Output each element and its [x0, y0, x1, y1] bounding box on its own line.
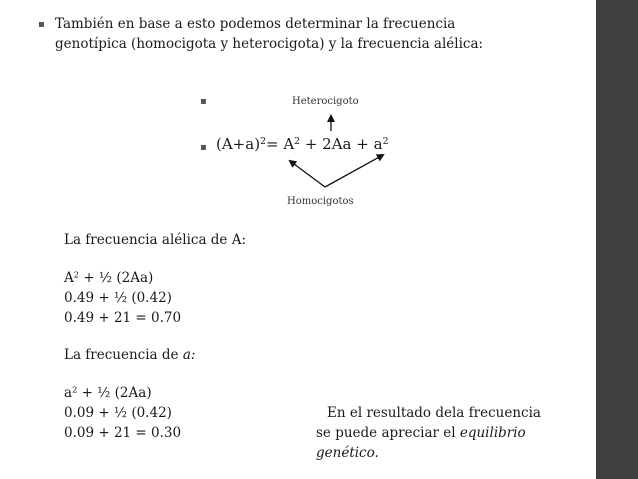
heterocigoto-label: Heterocigoto	[292, 96, 359, 107]
conclusion-line-3	[316, 443, 379, 463]
equation-A-exponent: 2	[294, 135, 301, 147]
bullet-marker: ▪	[38, 19, 45, 30]
freq-A-formula-exponent: 2	[73, 269, 80, 280]
arrow-to-a-squared	[325, 155, 383, 187]
equation-a-exponent: 2	[382, 135, 389, 147]
sidebar-strip	[596, 0, 638, 479]
equation	[216, 135, 388, 153]
equation-lhs: (A+a)	[216, 135, 261, 153]
intro-paragraph	[55, 14, 525, 54]
intro-line-1: También en base a esto podemos determinar la frecuencia	[55, 16, 456, 32]
freq-a-formula-base: a	[64, 385, 73, 401]
equation-lhs-exponent: 2	[260, 135, 266, 147]
freq-A-formula	[64, 268, 153, 288]
conclusion-line-2	[316, 423, 526, 443]
freq-a-formula-exponent: 2	[72, 384, 78, 395]
homocigotos-label: Homocigotos	[287, 196, 354, 207]
freq-a-heading-var: a:	[182, 347, 196, 363]
conclusion-equilibrio: equilibrio	[459, 425, 526, 441]
equation-equals-A: = A	[265, 135, 295, 153]
freq-a-heading-prefix: La frecuencia de	[64, 347, 183, 363]
freq-a-substitution: 0.09 + ½ (0.42)	[64, 405, 172, 421]
conclusion-line-1: En el resultado dela frecuencia	[327, 405, 541, 421]
freq-A-heading: La frecuencia alélica de A:	[64, 232, 247, 248]
conclusion-line-2-prefix: se puede apreciar el	[316, 425, 460, 441]
bullet-marker: ▪	[200, 142, 207, 153]
freq-a-heading	[64, 345, 195, 365]
arrow-to-A-squared	[290, 161, 325, 187]
freq-A-formula-rest: + ½ (2Aa)	[79, 270, 154, 286]
freq-A-substitution: 0.49 + ½ (0.42)	[64, 290, 172, 306]
equation-middle: + 2Aa + a	[300, 135, 383, 153]
freq-a-formula-rest: + ½ (2Aa)	[77, 385, 152, 401]
intro-line-2: genotípica (homocigota y heterocigota) y la frecuencia alélica:	[55, 36, 484, 52]
freq-A-result: 0.49 + 21 = 0.70	[64, 310, 182, 326]
conclusion-genetico: genético.	[316, 445, 379, 461]
freq-A-formula-base: A	[64, 270, 74, 286]
freq-a-result: 0.09 + 21 = 0.30	[64, 425, 182, 441]
bullet-marker: ▪	[200, 96, 207, 107]
freq-a-formula	[64, 383, 152, 403]
